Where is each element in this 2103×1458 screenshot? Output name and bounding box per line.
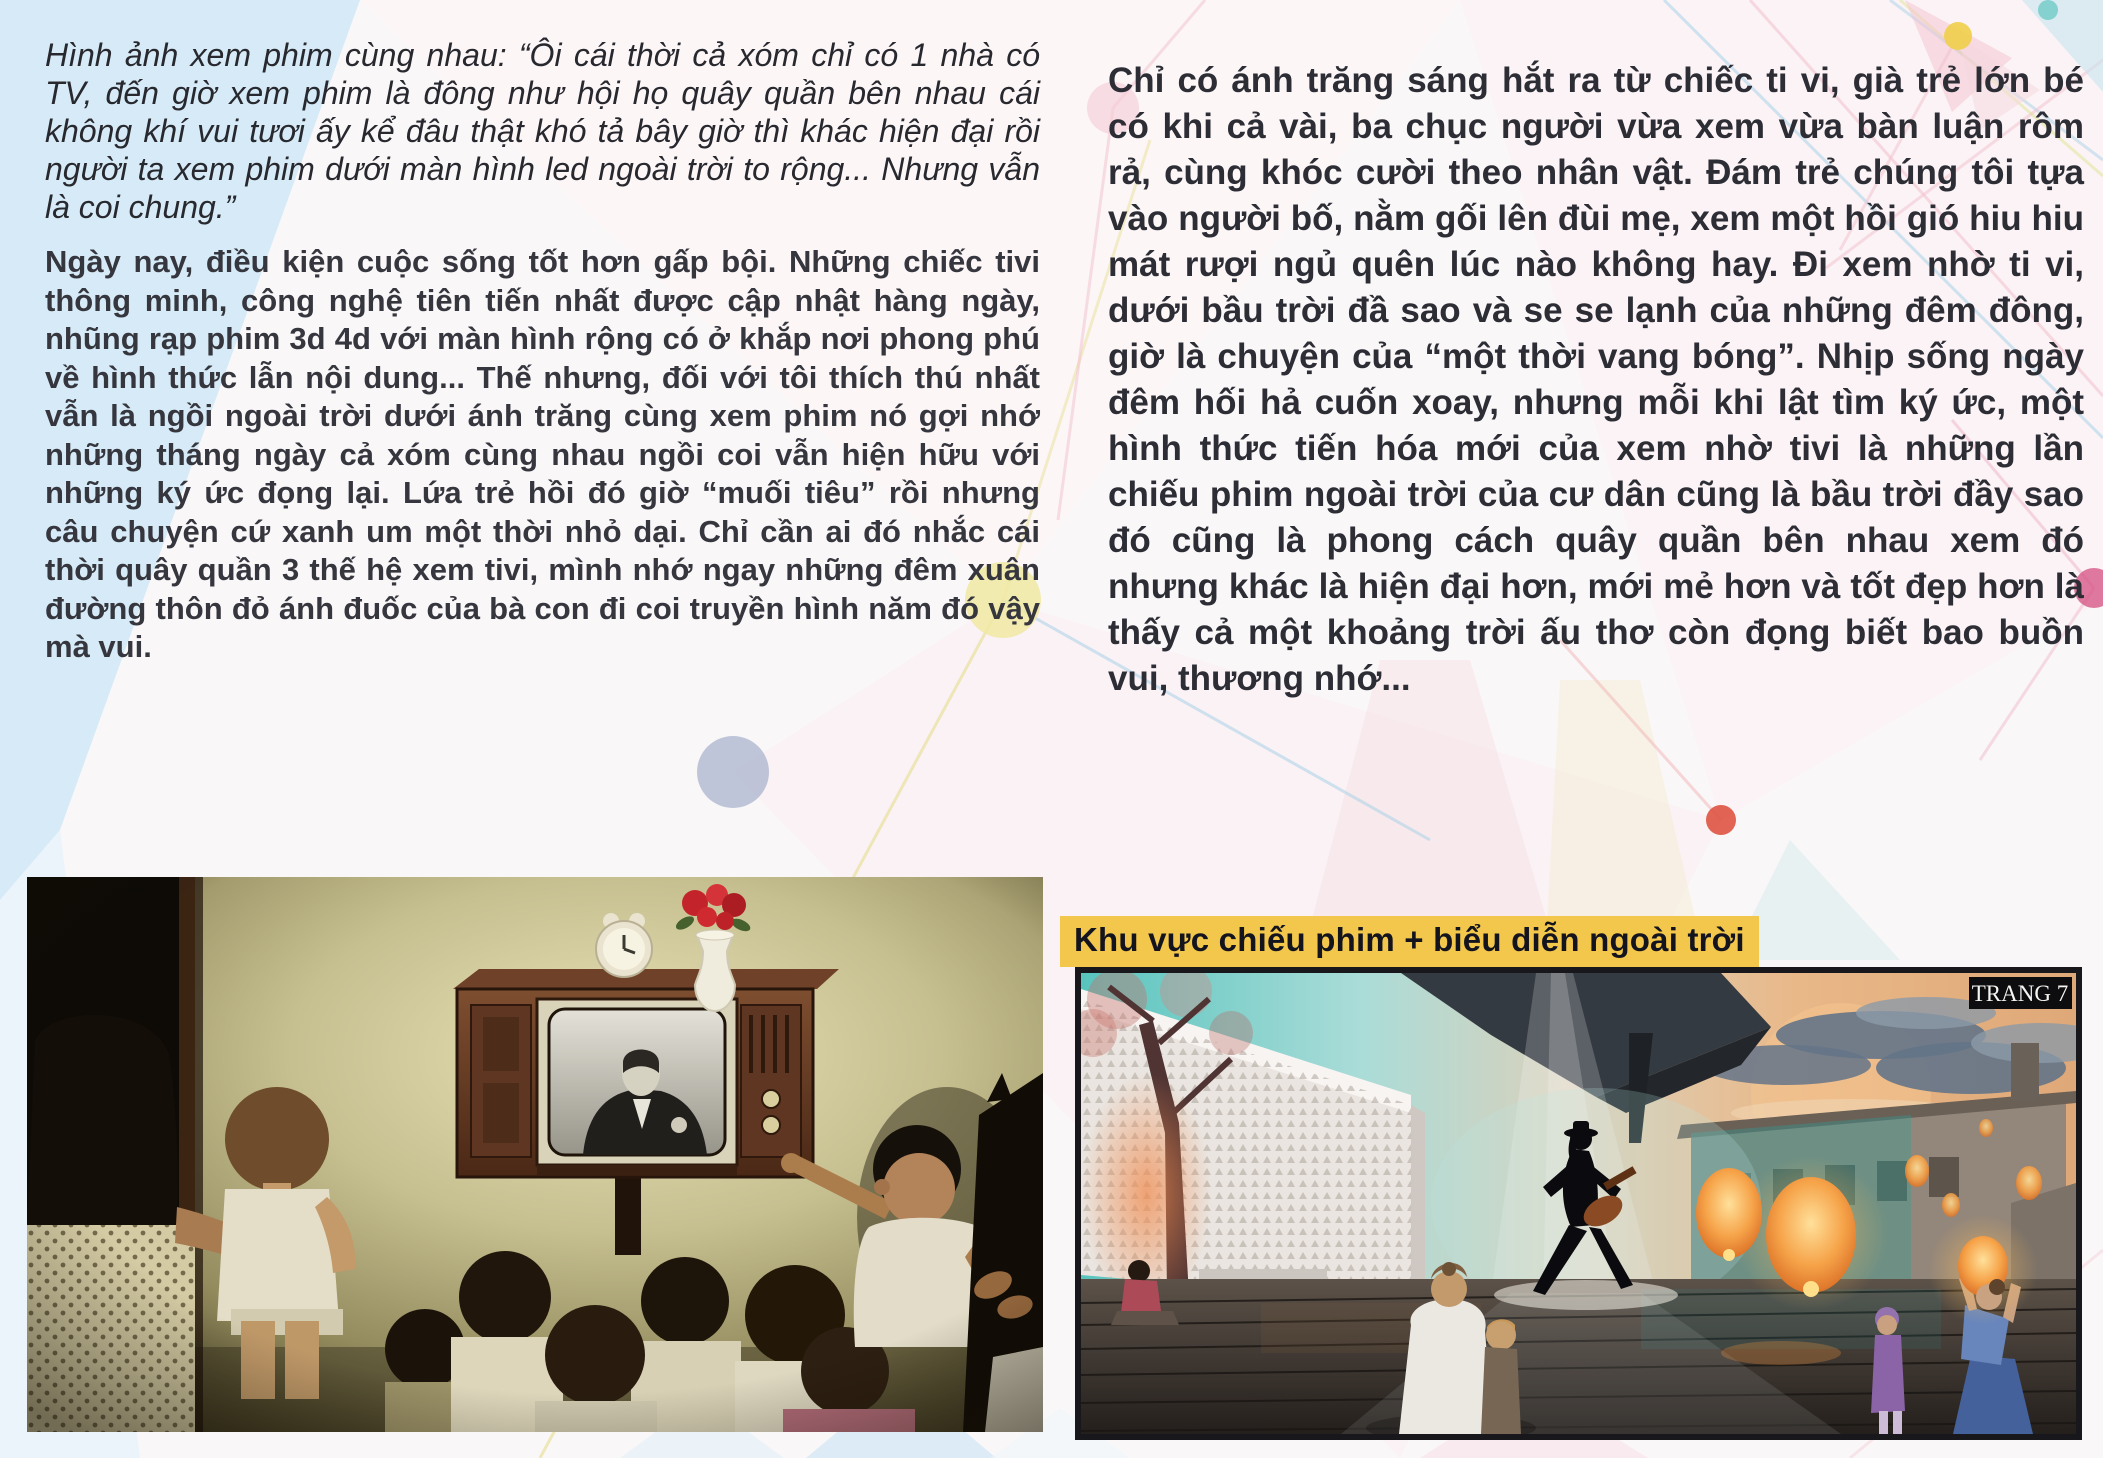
left-column bbox=[45, 36, 1040, 667]
left-body-paragraph: Ngày nay, điều kiện cuộc sống tốt hơn gấp bội. Những chiếc tivi thông minh, công nghệ tiên tiến nhất được cập nhật hàng ngày, nhũng rạp phim 3d 4d với màn hình rộng có ở khắp nơi phong phú về hình thức lẫn nội dung... Thế nhưng, đối với tôi thích thú nhất vẫn là ngồi ngoài trời dưới ánh trăng cùng xem phim nó gợi nhớ những tháng ngày cả xóm cùng nhau ngồi coi vẫn hiện hữu với những ký ức đọng lại. Lứa trẻ hồi đó giờ “muối tiêu” rồi nhưng câu chuyện cứ xanh um một thời nhỏ dại. Chỉ cần ai đó nhắc cái thời quây quần 3 thế hệ xem tivi, mình nhớ ngay những đêm xuân đường thôn đỏ ánh đuốc của bà con đi coi truyền hình năm đó vậy mà vui. bbox=[45, 244, 1040, 664]
page-tag-box bbox=[1969, 977, 2072, 1009]
vintage-tv-photo bbox=[27, 877, 1043, 1432]
right-column bbox=[1108, 58, 2084, 702]
page-tag: TRANG 7 bbox=[1971, 981, 2069, 1006]
quote-paragraph: Hình ảnh xem phim cùng nhau: “Ôi cái thời cả xóm chỉ có 1 nhà có TV, đến giờ xem phim là đông như hội họ quây quần bên nhau cái không khí vui tươi ấy kể đâu thật khó tả bây giờ thì khác hiện đại rồi người ta xem phim dưới màn hình led ngoài trời to rộng... Nhưng vẫn là coi chung.” bbox=[45, 37, 1040, 225]
section-caption: Khu vực chiếu phim + biểu diễn ngoài trời bbox=[1060, 916, 1759, 967]
outdoor-cinema-render bbox=[1075, 967, 2082, 1440]
right-body-paragraph: Chỉ có ánh trăng sáng hắt ra từ chiếc ti vi, già trẻ lớn bé có khi cả vài, ba chục người vừa xem vừa bàn luận rôm rả, cùng khóc cười theo nhân vật. Đám trẻ chúng tôi tựa vào người bố, nằm gối lên đùi mẹ, xem một hồi gió hiu hiu mát rượi ngủ quên lúc nào không hay. Đi xem nhờ ti vi, dưới bầu trời đầ sao và se se lạnh của những đêm đông, giờ là chuyện của “một thời vang bóng”. Nhịp sống ngày đêm hối hả cuốn xoay, nhưng mỗi khi lật tìm ký ức, một hình thức tiến hóa mới của xem nhờ tivi là những lần chiếu phim ngoài trời của cư dân cũng là bầu trời đầy sao đó cũng là phong cách quây quần bên nhau xem đó nhưng khác là hiện đại hơn, mới mẻ hơn và tốt đẹp hơn là thấy cả một khoảng trời ấu thơ còn đọng biết bao buồn vui, thương nhớ... bbox=[1108, 61, 2084, 698]
